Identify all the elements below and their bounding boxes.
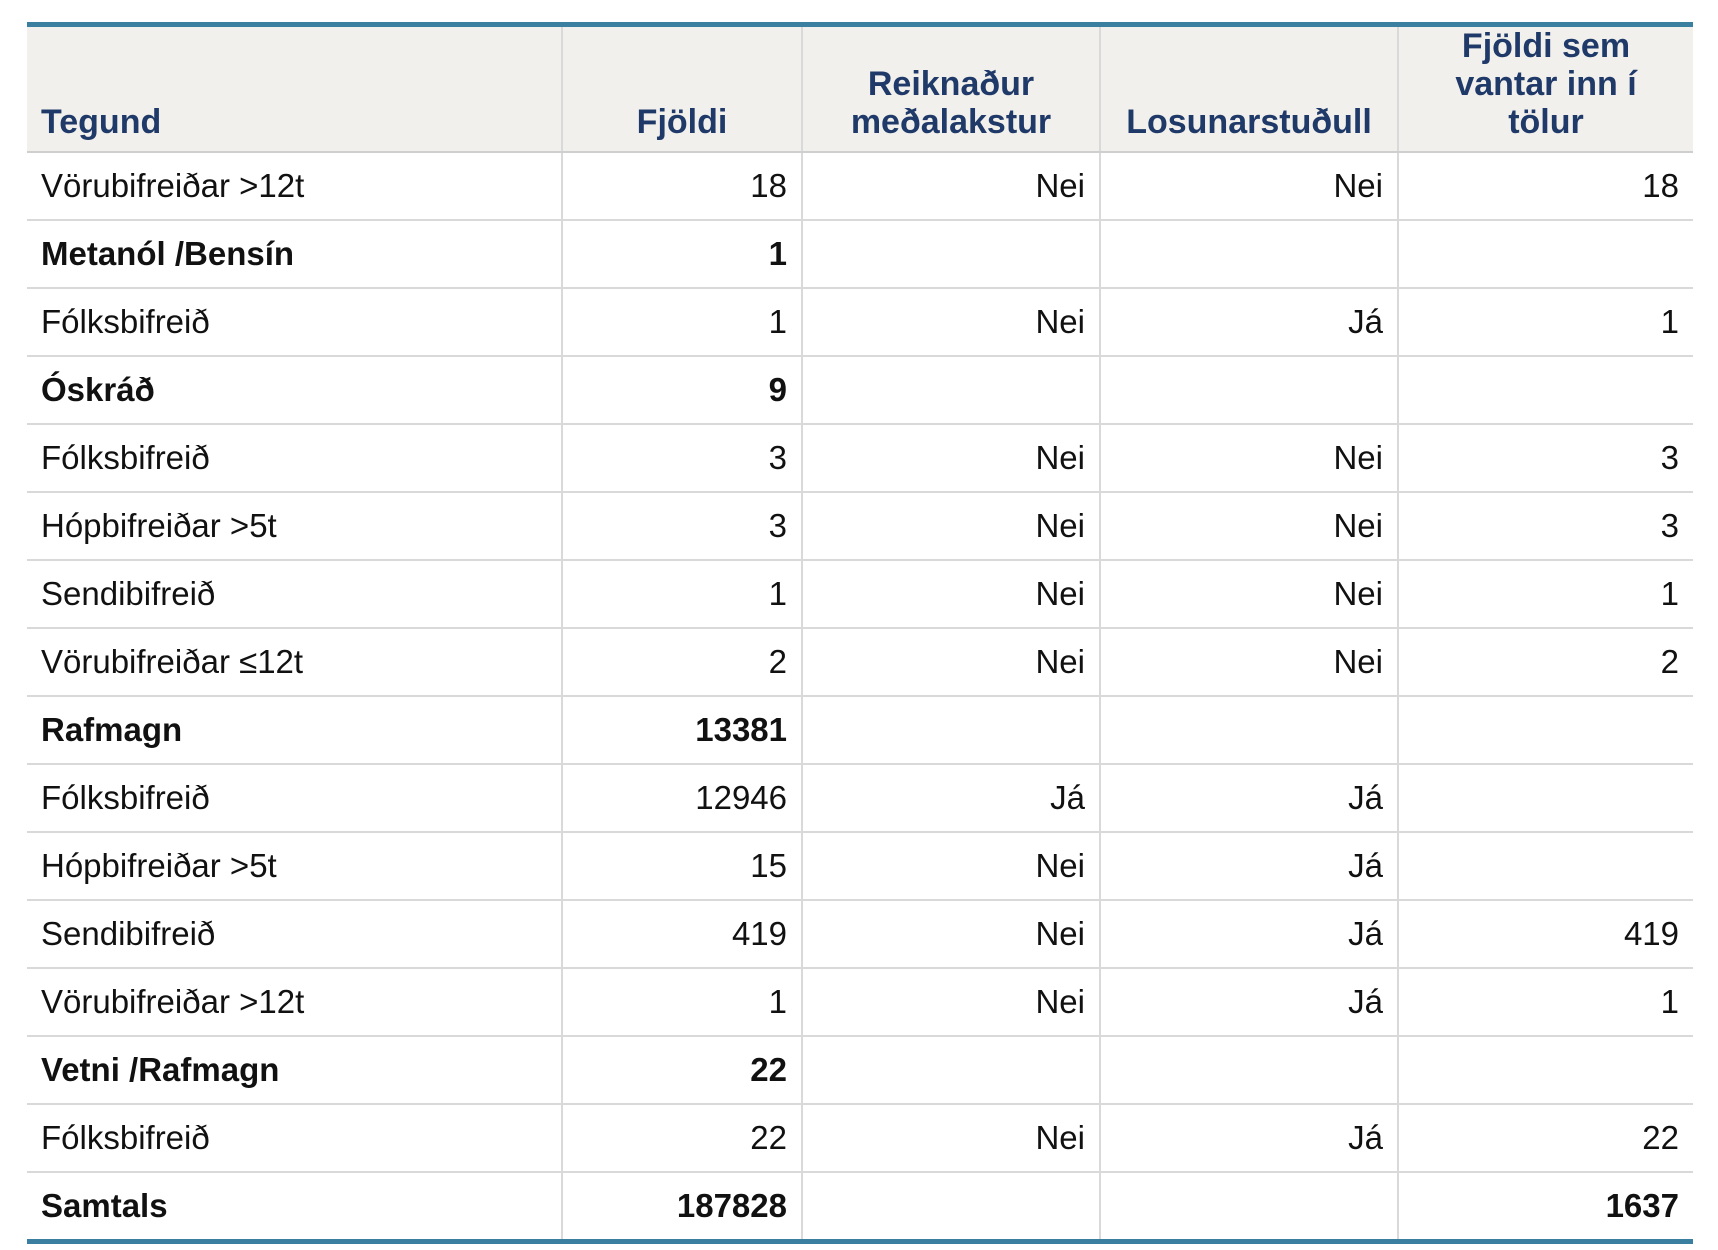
cell-tegund: Vetni /Rafmagn: [27, 1036, 562, 1104]
cell-fjoldi: 187828: [562, 1172, 802, 1242]
cell-losunarstudull: Já: [1100, 1104, 1398, 1172]
cell-medalakstur: Nei: [802, 900, 1100, 968]
table-group-row: [27, 220, 1693, 288]
cell-fjoldi-vantar: [1398, 1036, 1693, 1104]
table-row: [27, 492, 1693, 560]
table-row: [27, 1104, 1693, 1172]
header-medalakstur: Reiknaður meðalakstur: [802, 25, 1100, 153]
cell-losunarstudull: Nei: [1100, 628, 1398, 696]
cell-fjoldi: 419: [562, 900, 802, 968]
header-losunarstudull: Losunarstuðull: [1100, 25, 1398, 153]
cell-medalakstur: Nei: [802, 628, 1100, 696]
cell-fjoldi-vantar: [1398, 220, 1693, 288]
cell-fjoldi: 13381: [562, 696, 802, 764]
cell-losunarstudull: [1100, 220, 1398, 288]
cell-fjoldi: 1: [562, 288, 802, 356]
cell-medalakstur: Nei: [802, 1104, 1100, 1172]
table-group-row: [27, 1036, 1693, 1104]
cell-fjoldi: 3: [562, 424, 802, 492]
table-body: [27, 152, 1693, 1242]
cell-tegund: Samtals: [41, 1187, 168, 1224]
cell-losunarstudull: Já: [1100, 288, 1398, 356]
cell-losunarstudull: Já: [1100, 900, 1398, 968]
cell-medalakstur: Nei: [802, 968, 1100, 1036]
cell-medalakstur: Já: [802, 764, 1100, 832]
table-group-row: [27, 696, 1693, 764]
cell-medalakstur: [802, 1036, 1100, 1104]
header-tegund: Tegund: [27, 25, 562, 153]
cell-fjoldi-vantar: 1: [1398, 288, 1693, 356]
cell-fjoldi: 18: [562, 152, 802, 220]
table-group-row: [27, 356, 1693, 424]
table-row: [27, 560, 1693, 628]
cell-losunarstudull: [1100, 696, 1398, 764]
cell-medalakstur: [802, 696, 1100, 764]
cell-tegund: Fólksbifreið: [27, 764, 562, 832]
cell-fjoldi: 1: [562, 560, 802, 628]
header-fjoldi-vantar: Fjöldi sem vantar inn í tölur: [1398, 25, 1693, 153]
table-row: [27, 832, 1693, 900]
cell-fjoldi: 9: [562, 356, 802, 424]
cell-fjoldi: 12946: [562, 764, 802, 832]
cell-tegund: Vörubifreiðar ≤12t: [27, 628, 562, 696]
cell-tegund: Fólksbifreið: [27, 1104, 562, 1172]
cell-medalakstur: [802, 356, 1100, 424]
cell-medalakstur: Nei: [802, 560, 1100, 628]
cell-fjoldi-vantar: [1398, 356, 1693, 424]
cell-medalakstur: Nei: [802, 424, 1100, 492]
table-row: [27, 900, 1693, 968]
cell-losunarstudull: Já: [1100, 968, 1398, 1036]
cell-fjoldi-vantar: [1398, 832, 1693, 900]
cell-fjoldi-vantar: 419: [1398, 900, 1693, 968]
cell-fjoldi-vantar: 2: [1398, 628, 1693, 696]
cell-losunarstudull: Nei: [1100, 424, 1398, 492]
cell-losunarstudull: [1100, 356, 1398, 424]
cell-fjoldi: 15: [562, 832, 802, 900]
table-group-row: [27, 1172, 1693, 1242]
cell-losunarstudull: [1100, 1172, 1398, 1242]
cell-fjoldi-vantar: 3: [1398, 424, 1693, 492]
vehicle-table-container: [27, 22, 1693, 1244]
cell-medalakstur: Nei: [802, 152, 1100, 220]
cell-tegund: Sendibifreið: [27, 560, 562, 628]
cell-tegund: Vörubifreiðar >12t: [27, 152, 562, 220]
cell-losunarstudull: Nei: [1100, 560, 1398, 628]
table-row: [27, 764, 1693, 832]
cell-fjoldi-vantar: 1: [1398, 968, 1693, 1036]
cell-medalakstur: [802, 220, 1100, 288]
cell-tegund: Sendibifreið: [27, 900, 562, 968]
cell-fjoldi: 22: [562, 1036, 802, 1104]
cell-fjoldi-vantar: 1637: [1398, 1172, 1693, 1242]
table-row: [27, 968, 1693, 1036]
cell-losunarstudull: Já: [1100, 764, 1398, 832]
table-header: [27, 25, 1693, 153]
cell-losunarstudull: [1100, 1036, 1398, 1104]
cell-tegund: Vörubifreiðar >12t: [27, 968, 562, 1036]
cell-tegund: Fólksbifreið: [27, 424, 562, 492]
cell-medalakstur: [802, 1172, 1100, 1242]
cell-tegund: Rafmagn: [27, 696, 562, 764]
cell-fjoldi-vantar: 3: [1398, 492, 1693, 560]
cell-losunarstudull: Já: [1100, 832, 1398, 900]
cell-medalakstur: Nei: [802, 492, 1100, 560]
cell-medalakstur: Nei: [802, 288, 1100, 356]
cell-fjoldi: 1: [562, 220, 802, 288]
cell-tegund: Hópbifreiðar >5t: [27, 832, 562, 900]
cell-fjoldi-vantar: 22: [1398, 1104, 1693, 1172]
cell-fjoldi-vantar: [1398, 764, 1693, 832]
table-row: [27, 152, 1693, 220]
cell-tegund: Metanól /Bensín: [27, 220, 562, 288]
cell-tegund: Hópbifreiðar >5t: [27, 492, 562, 560]
cell-fjoldi: 22: [562, 1104, 802, 1172]
cell-losunarstudull: Nei: [1100, 152, 1398, 220]
cell-tegund: Óskráð: [27, 356, 562, 424]
header-fjoldi: Fjöldi: [562, 25, 802, 153]
header-row: [27, 25, 1693, 153]
cell-tegund: Fólksbifreið: [27, 288, 562, 356]
cell-fjoldi: 3: [562, 492, 802, 560]
cell-fjoldi: 2: [562, 628, 802, 696]
cell-medalakstur: Nei: [802, 832, 1100, 900]
table-row: [27, 288, 1693, 356]
cell-fjoldi-vantar: [1398, 696, 1693, 764]
cell-fjoldi: 1: [562, 968, 802, 1036]
table-row: [27, 628, 1693, 696]
cell-fjoldi-vantar: 18: [1398, 152, 1693, 220]
table-row: [27, 424, 1693, 492]
cell-fjoldi-vantar: 1: [1398, 560, 1693, 628]
cell-losunarstudull: Nei: [1100, 492, 1398, 560]
vehicle-table: [27, 22, 1693, 1244]
